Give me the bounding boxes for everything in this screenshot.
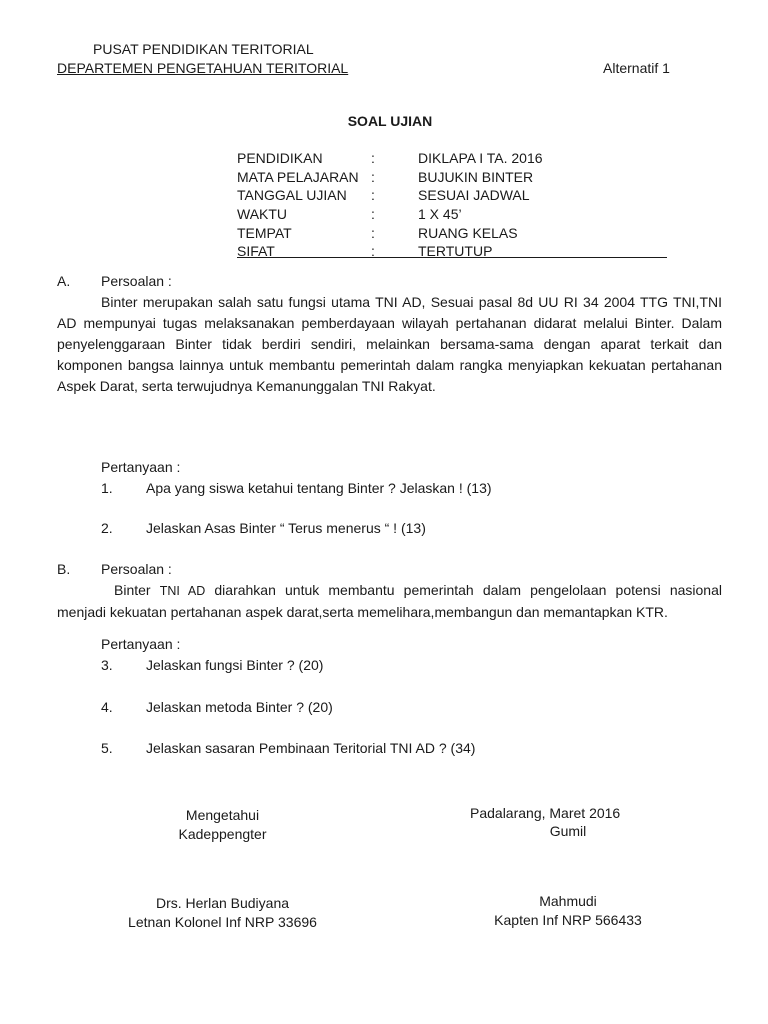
info-colon: : bbox=[371, 150, 375, 166]
info-value: DIKLAPA I TA. 2016 bbox=[418, 150, 543, 166]
section-b-pertanyaan-label: Pertanyaan : bbox=[101, 636, 181, 652]
document-title: SOAL UJIAN bbox=[347, 113, 433, 129]
info-value: 1 X 45’ bbox=[418, 206, 462, 223]
question-text: Apa yang siswa ketahui tentang Binter ? Jelaskan ! (13) bbox=[146, 480, 492, 496]
info-divider bbox=[237, 257, 667, 258]
info-label: TEMPAT bbox=[237, 224, 292, 241]
info-value: BUJUKIN BINTER bbox=[418, 168, 534, 185]
sign-left-rank: Letnan Kolonel Inf NRP 33696 bbox=[128, 914, 317, 930]
sign-right-name: Mahmudi bbox=[539, 893, 597, 909]
info-value: SESUAI JADWAL bbox=[418, 187, 530, 204]
info-row-tanggal-ujian bbox=[237, 186, 667, 205]
question-text: Jelaskan sasaran Pembinaan Teritorial TNI AD ? (34) bbox=[146, 740, 476, 756]
section-b-letter: B. bbox=[57, 561, 71, 577]
sign-left-name: Drs. Herlan Budiyana bbox=[155, 895, 290, 911]
info-row-sifat bbox=[237, 242, 667, 261]
question-number: 4. bbox=[101, 699, 113, 715]
info-label: MATA PELAJARAN bbox=[237, 168, 359, 185]
question-text: Jelaskan fungsi Binter ? (20) bbox=[146, 657, 324, 673]
section-a-pertanyaan-label: Pertanyaan : bbox=[101, 459, 181, 475]
sign-right-place-date: Padalarang, Maret 2016 bbox=[470, 805, 621, 821]
info-row-tempat bbox=[237, 224, 667, 243]
info-label: TANGGAL UJIAN bbox=[237, 187, 347, 204]
info-colon: : bbox=[371, 206, 375, 223]
sign-left-heading: Mengetahui bbox=[185, 807, 260, 823]
question-number: 1. bbox=[101, 480, 113, 496]
question-text: Jelaskan Asas Binter “ Terus menerus “ ! (13) bbox=[146, 520, 426, 536]
alternative-label: Alternatif 1 bbox=[603, 60, 670, 76]
info-colon: : bbox=[371, 224, 375, 241]
section-a-text: Binter merupakan salah satu fungsi utama TNI AD, Sesuai pasal 8d UU RI 34 2004 TTG TNI,TNI AD mempunyai tugas melaksanakan pemberdayaan wilayah pertahanan didarat melalui Binter. Dalam penyelenggaraan Binter tidak berdiri sendiri, melainkan bersama-sama dengan aparat terkait dan komponen bangsa lainnya untuk membantu pemerintah dalam rangka menyiapkan kekuatan pertahanan Aspek Darat, serta terwujudnya Kemanunggalan TNI Rakyat. bbox=[57, 294, 722, 394]
info-row-waktu bbox=[237, 205, 667, 224]
section-b-text bbox=[57, 580, 722, 623]
info-colon: : bbox=[371, 168, 375, 185]
section-b-paragraph bbox=[57, 580, 722, 623]
sign-right-title: Gumil bbox=[549, 823, 587, 839]
info-colon: : bbox=[371, 243, 375, 260]
institution-name: PUSAT PENDIDIKAN TERITORIAL bbox=[93, 41, 314, 57]
exam-info-table bbox=[237, 149, 667, 261]
question-number: 3. bbox=[101, 657, 113, 673]
section-a-persoalan-label: Persoalan : bbox=[101, 273, 172, 289]
sign-left-title: Kadeppengter bbox=[178, 826, 267, 842]
section-a-paragraph bbox=[57, 292, 722, 397]
question-text: Jelaskan metoda Binter ? (20) bbox=[146, 699, 333, 715]
question-number: 2. bbox=[101, 520, 113, 536]
question-number: 5. bbox=[101, 740, 113, 756]
sign-right-rank: Kapten Inf NRP 566433 bbox=[494, 912, 642, 928]
section-b-text-small: TNI AD bbox=[159, 584, 206, 598]
info-row-pendidikan bbox=[237, 149, 667, 168]
section-b-text-start: Binter bbox=[114, 582, 160, 598]
section-a-letter: A. bbox=[57, 273, 71, 289]
info-value: RUANG KELAS bbox=[418, 224, 518, 241]
section-b-persoalan-label: Persoalan : bbox=[101, 561, 172, 577]
info-row-mata-pelajaran bbox=[237, 168, 667, 187]
info-label: SIFAT bbox=[237, 243, 275, 260]
info-colon: : bbox=[371, 187, 375, 204]
department-name: DEPARTEMEN PENGETAHUAN TERITORIAL bbox=[57, 60, 349, 76]
info-label: WAKTU bbox=[237, 206, 288, 223]
info-value: TERTUTUP bbox=[418, 243, 493, 260]
info-label: PENDIDIKAN bbox=[237, 150, 323, 166]
section-b-text-rest: diarahkan untuk membantu pemerintah dalam pengelolaan potensi nasional menjadi kekuatan pertahanan aspek darat,serta memelihara,membangun dan memantapkan KTR. bbox=[57, 582, 722, 620]
